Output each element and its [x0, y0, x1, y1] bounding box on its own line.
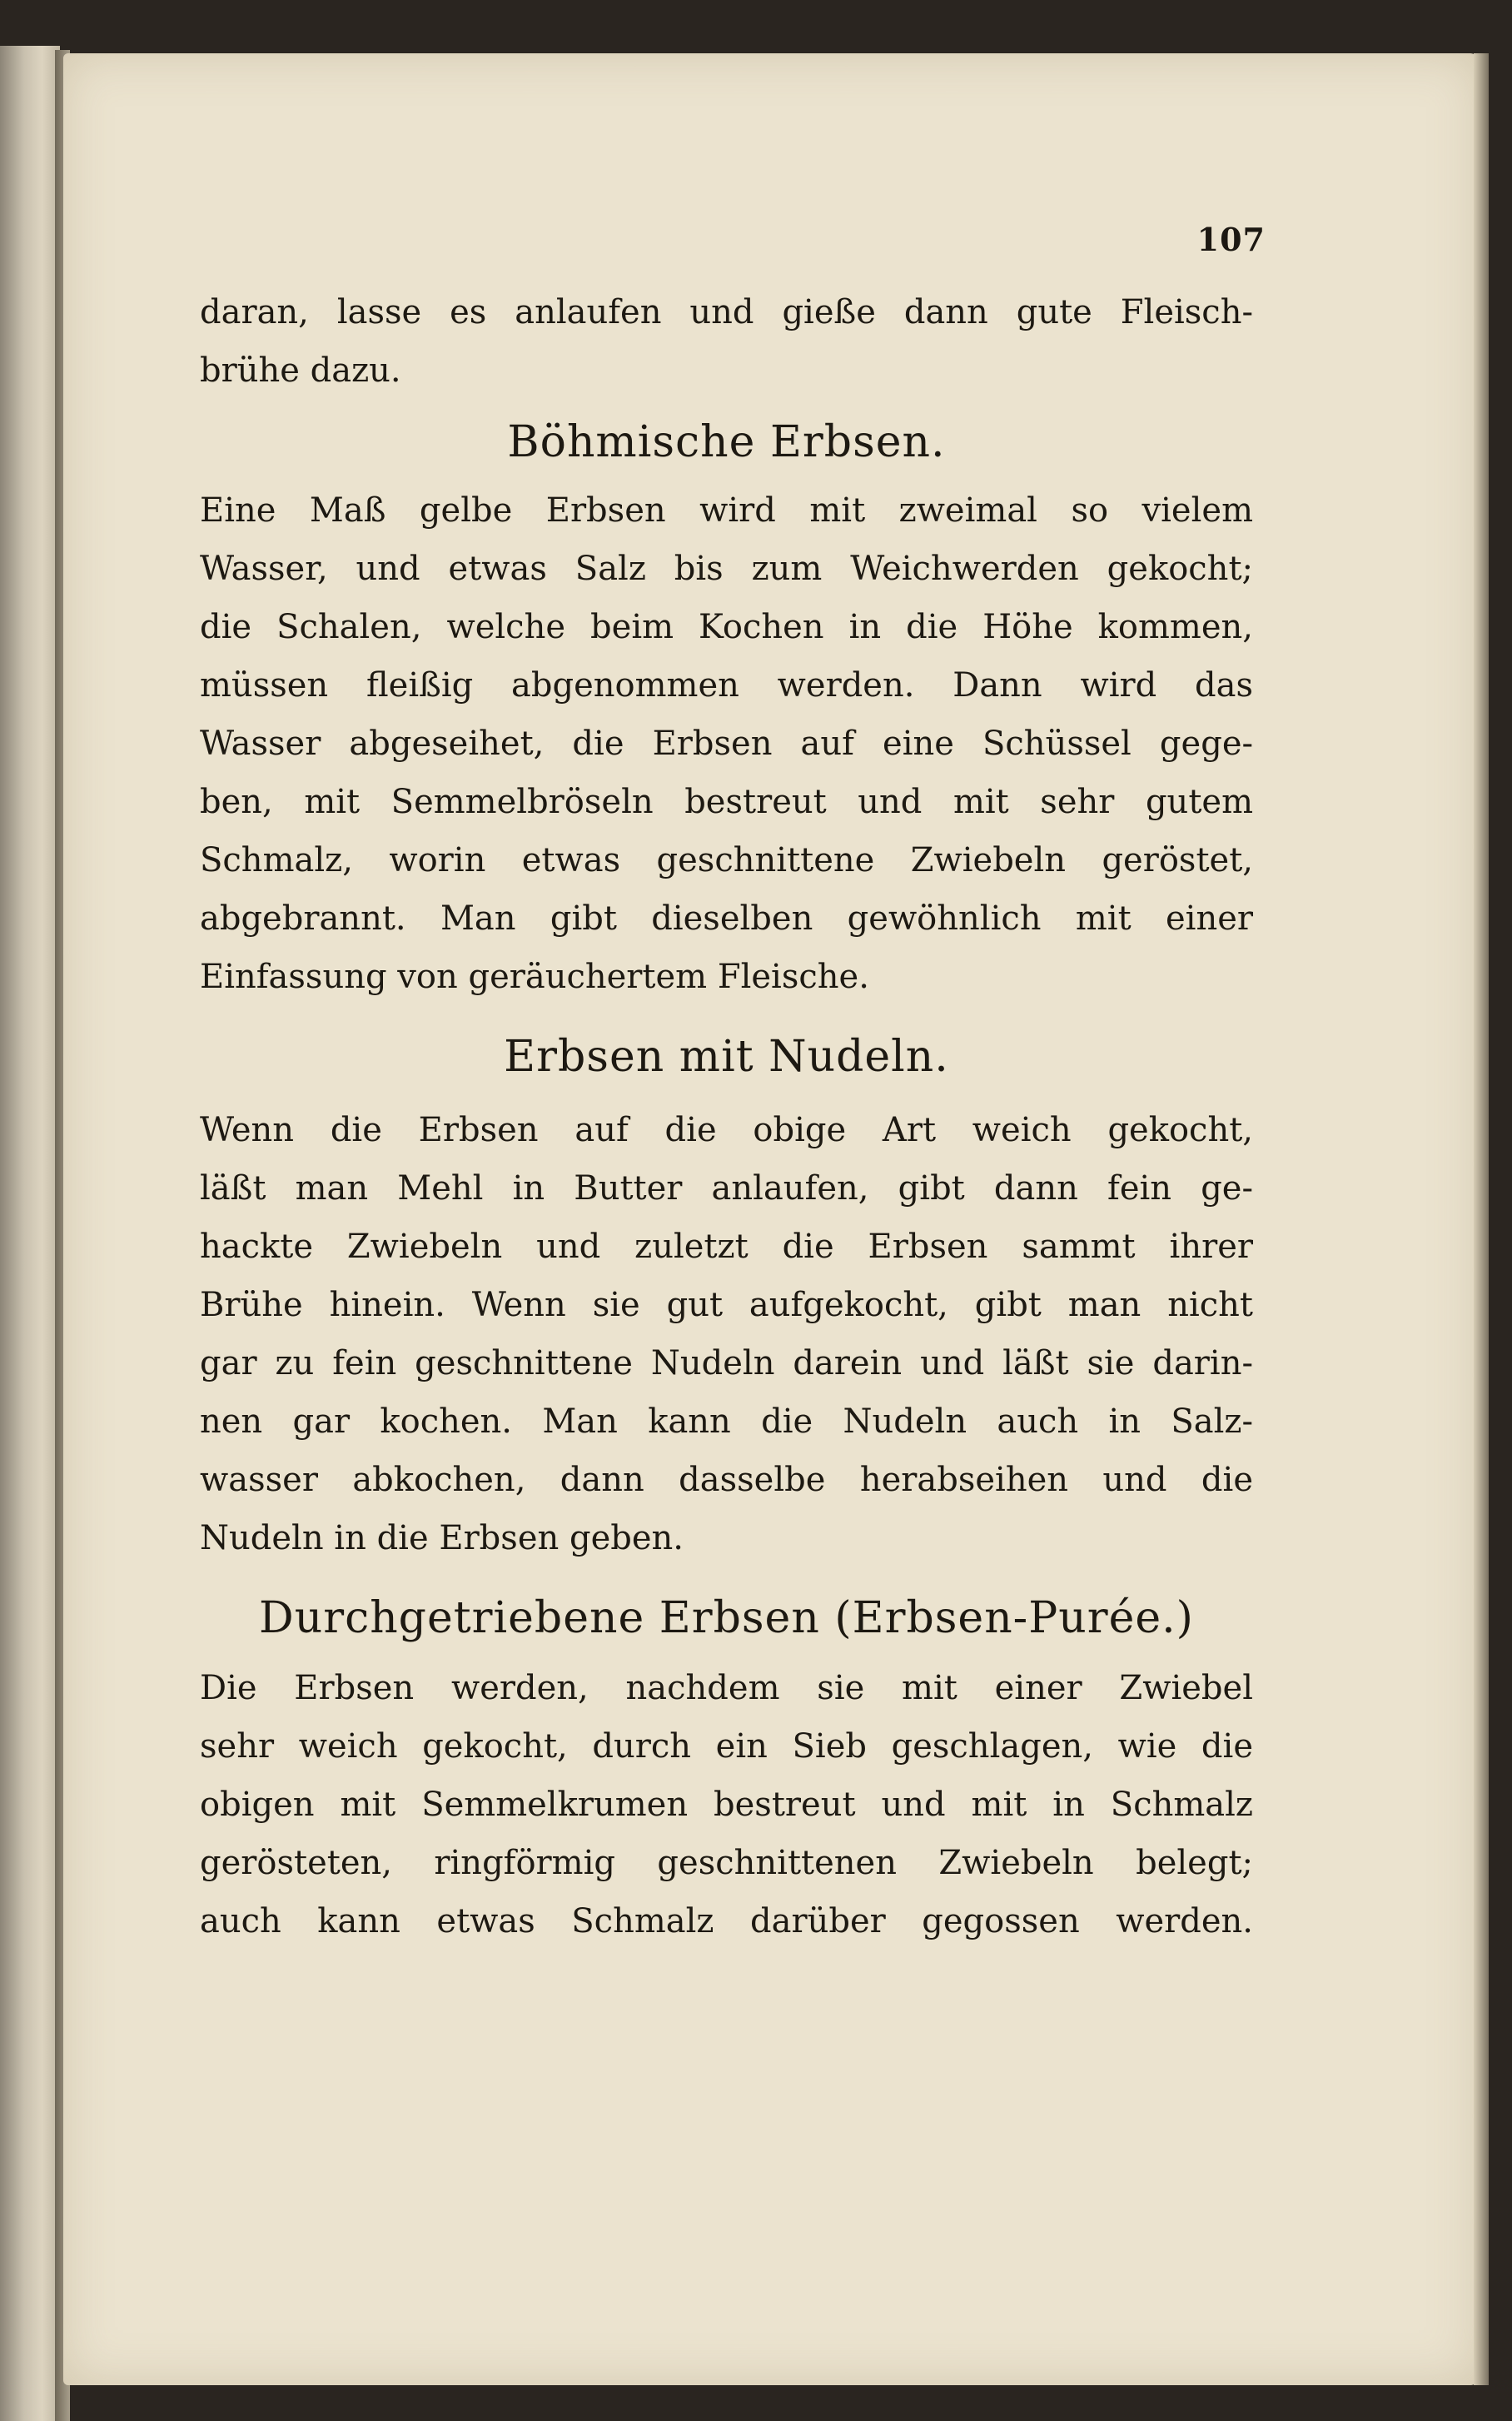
- text-line: läßt man Mehl in Butter anlaufen, gibt dann fein ge-: [200, 1169, 1253, 1208]
- text-line: gerösteten, ringförmig geschnittenen Zwiebeln belegt;: [200, 1844, 1253, 1882]
- previous-page-edge: [0, 46, 60, 2421]
- text-line: müssen fleißig abgenommen werden. Dann wird das: [200, 666, 1253, 705]
- text-line: daran, lasse es anlaufen und gieße dann gute Fleisch-: [200, 293, 1253, 331]
- section-paragraph: [200, 1659, 1253, 1950]
- text-line: Schmalz, worin etwas geschnittene Zwiebeln geröstet,: [200, 841, 1253, 879]
- text-line: Brühe hinein. Wenn sie gut aufgekocht, gibt man nicht: [200, 1286, 1253, 1324]
- text-line: Wenn die Erbsen auf die obige Art weich gekocht,: [200, 1111, 1253, 1149]
- text-line: Wasser, und etwas Salz bis zum Weichwerden gekocht;: [200, 550, 1253, 588]
- page-number: 107: [1196, 221, 1266, 258]
- text-line: Nudeln in die Erbsen geben.: [200, 1519, 684, 1557]
- text-line: Eine Maß gelbe Erbsen wird mit zweimal so vielem: [200, 491, 1253, 530]
- section-paragraph: [200, 481, 1253, 1006]
- text-line: obigen mit Semmelkrumen bestreut und mit in Schmalz: [200, 1786, 1253, 1824]
- section-paragraph: [200, 1101, 1253, 1567]
- text-line: ben, mit Semmelbröseln bestreut und mit sehr gutem: [200, 783, 1253, 821]
- text-line: Wasser abgeseihet, die Erbsen auf eine Schüssel gege-: [200, 725, 1253, 763]
- text-line: Einfassung von geräuchertem Fleische.: [200, 958, 869, 996]
- text-line: hackte Zwiebeln und zuletzt die Erbsen sammt ihrer: [200, 1228, 1253, 1266]
- page-fore-edge: [1474, 53, 1489, 2385]
- text-line: abgebrannt. Man gibt dieselben gewöhnlich mit einer: [200, 899, 1253, 938]
- text-line: gar zu fein geschnittene Nudeln darein und läßt sie darin-: [200, 1344, 1253, 1382]
- text-line: brühe dazu.: [200, 351, 401, 390]
- text-line: Die Erbsen werden, nachdem sie mit einer Zwiebel: [200, 1669, 1253, 1707]
- text-line: die Schalen, welche beim Kochen in die Höhe kommen,: [200, 608, 1253, 646]
- text-line: wasser abkochen, dann dasselbe herabseihen und die: [200, 1461, 1253, 1499]
- text-line: sehr weich gekocht, durch ein Sieb geschlagen, wie die: [200, 1727, 1253, 1766]
- section-heading: Böhmische Erbsen.: [507, 417, 946, 467]
- text-line: auch kann etwas Schmalz darüber gegossen werden.: [200, 1902, 1253, 1940]
- intro-paragraph: [200, 283, 1253, 400]
- section-heading: Durchgetriebene Erbsen (Erbsen-Purée.): [259, 1593, 1194, 1643]
- text-line: nen gar kochen. Man kann die Nudeln auch in Salz-: [200, 1402, 1253, 1441]
- section-heading: Erbsen mit Nudeln.: [504, 1032, 949, 1082]
- page-text: [200, 283, 1253, 1950]
